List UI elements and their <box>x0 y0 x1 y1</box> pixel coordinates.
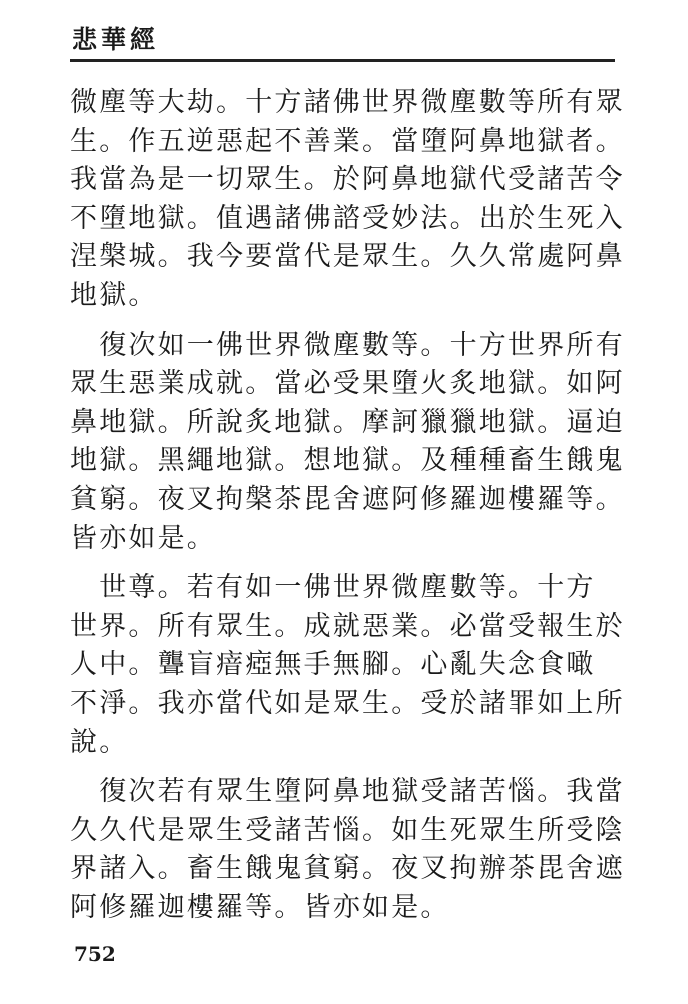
paragraph-gap <box>70 762 630 773</box>
text-line: 界諸入。畜生餓鬼貧窮。夜叉拘辦茶毘舍遮 <box>70 853 625 885</box>
text-line: 人中。聾盲瘖瘂無手無腳。心亂失念食噉 <box>70 649 596 681</box>
paragraph-2 <box>70 327 630 559</box>
text-line: 不淨。我亦當代如是眾生。受於諸罪如上所 <box>70 687 625 719</box>
book-title: 悲華經 <box>72 25 160 54</box>
text-line: 復次若有眾生墮阿鼻地獄受諸苦惱。我當 <box>70 776 625 808</box>
text-line: 涅槃城。我今要當代是眾生。久久常處阿鼻 <box>70 241 625 273</box>
body-text <box>70 84 630 927</box>
text-line: 阿修羅迦樓羅等。皆亦如是。 <box>70 891 450 923</box>
page-number: 752 <box>74 942 116 966</box>
text-line: 不墮地獄。值遇諸佛諮受妙法。出於生死入 <box>70 202 625 234</box>
paragraph-4 <box>70 773 630 927</box>
text-line: 說。 <box>70 726 129 758</box>
text-line: 微塵等大劫。十方諸佛世界微塵數等所有眾 <box>70 87 625 118</box>
paragraph-3 <box>70 569 630 762</box>
page-header <box>70 22 615 60</box>
text-line: 世尊。若有如一佛世界微塵數等。十方 <box>70 572 596 604</box>
text-line: 眾生惡業成就。當必受果墮火炙地獄。如阿 <box>70 368 625 400</box>
text-line: 復次如一佛世界微塵數等。十方世界所有 <box>70 329 625 361</box>
paragraph-gap <box>70 558 630 569</box>
paragraph-1 <box>70 84 630 316</box>
text-line: 我當為是一切眾生。於阿鼻地獄代受諸苦令 <box>70 164 625 196</box>
text-line: 地獄。黑繩地獄。想地獄。及種種畜生餓鬼 <box>70 445 625 477</box>
text-line: 皆亦如是。 <box>70 522 216 554</box>
text-line: 鼻地獄。所說炙地獄。摩訶獵獵地獄。逼迫 <box>70 406 625 438</box>
text-line: 地獄。 <box>70 279 158 311</box>
text-line: 世界。所有眾生。成就惡業。必當受報生於 <box>70 610 625 642</box>
text-line: 久久代是眾生受諸苦惱。如生死眾生所受陰 <box>70 814 625 846</box>
header-rule <box>70 59 615 62</box>
paragraph-gap <box>70 316 630 327</box>
text-line: 生。作五逆惡起不善業。當墮阿鼻地獄者。 <box>70 125 625 157</box>
text-line: 貧窮。夜叉拘槃茶毘舍遮阿修羅迦樓羅等。 <box>70 483 625 515</box>
